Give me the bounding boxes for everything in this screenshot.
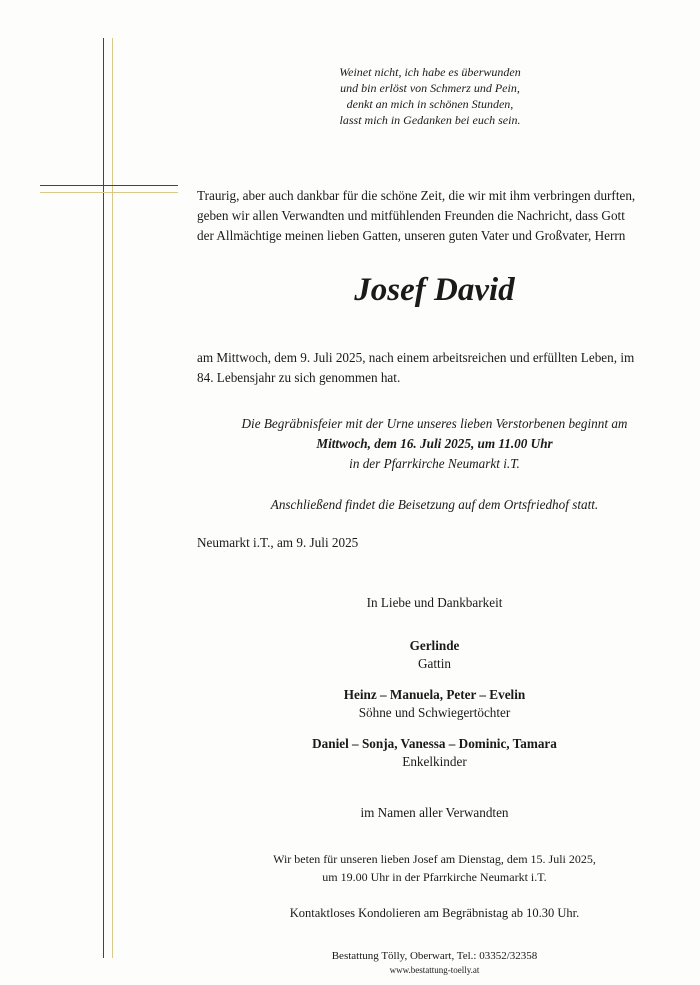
intro-line: Traurig, aber auch dankbar für die schöne Zeit, die wir mit ihm verbringen durften,: [197, 188, 636, 203]
poem-line: lasst mich in Gedanken bei euch sein.: [339, 113, 521, 127]
burial-info: Anschließend findet die Beisetzung auf dem Ortsfriedhof statt.: [270, 497, 599, 512]
mourners-heading: In Liebe und Dankbarkeit: [366, 595, 503, 610]
mourner-relation: Söhne und Schwiegertöchter: [358, 705, 511, 720]
mourner-names: Daniel – Sonja, Vanessa – Dominic, Tamara: [312, 736, 557, 751]
prayer-line: um 19.00 Uhr in der Pfarrkirche Neumarkt i.T.: [322, 870, 547, 884]
mourner-group: [197, 686, 672, 722]
death-notice-line: 84. Lebensjahr zu sich genommen hat.: [197, 370, 401, 385]
ceremony-location: in der Pfarrkirche Neumarkt i.T.: [349, 456, 520, 471]
footer: [197, 949, 672, 977]
death-notice-line: am Mittwoch, dem 9. Juli 2025, nach einem arbeitsreichen und erfüllten Leben, im: [197, 350, 635, 365]
poem-line: Weinet nicht, ich habe es überwunden: [339, 65, 521, 79]
ceremony-info: [197, 414, 672, 515]
ceremony-date-time: Mittwoch, dem 16. Juli 2025, um 11.00 Uhr: [316, 436, 553, 451]
mourner-group: [197, 637, 672, 673]
ceremony-intro: Die Begräbnisfeier mit der Urne unseres lieben Verstorbenen beginnt am: [241, 416, 628, 431]
place-date: Neumarkt i.T., am 9. Juli 2025: [197, 535, 359, 550]
poem-line: und bin erlöst von Schmerz und Pein,: [340, 81, 520, 95]
funeral-home: Bestattung Tölly, Oberwart, Tel.: 03352/32358: [331, 950, 538, 962]
cross-horizontal-beam: [40, 185, 178, 193]
intro-paragraph: [197, 186, 672, 246]
prayer-line: Wir beten für unseren lieben Josef am Dienstag, dem 15. Juli 2025,: [273, 852, 596, 866]
condolence-notice: Kontaktloses Kondolieren am Begräbnistag ab 10.30 Uhr.: [289, 906, 580, 920]
website-link[interactable]: www.bestattung-toelly.at: [389, 965, 480, 975]
mourners-closing: im Namen aller Verwandten: [360, 805, 509, 820]
mourner-relation: Enkelkinder: [402, 754, 467, 769]
memorial-poem: [300, 64, 560, 128]
deceased-name: Josef David: [354, 272, 515, 308]
mourner-names: Gerlinde: [409, 638, 460, 653]
mourner-names: Heinz – Manuela, Peter – Evelin: [343, 687, 526, 702]
poem-line: denkt an mich in schönen Stunden,: [346, 97, 514, 111]
mourner-relation: Gattin: [418, 656, 451, 671]
mourner-group: [197, 735, 672, 771]
prayer-notice: [197, 850, 672, 886]
cross-vertical-beam: [103, 38, 113, 958]
intro-line: geben wir allen Verwandten und mitfühlenden Freunden die Nachricht, dass Gott: [197, 208, 625, 223]
death-notice: [197, 348, 672, 388]
intro-line: der Allmächtige meinen lieben Gatten, unseren guten Vater und Großvater, Herrn: [197, 228, 626, 243]
